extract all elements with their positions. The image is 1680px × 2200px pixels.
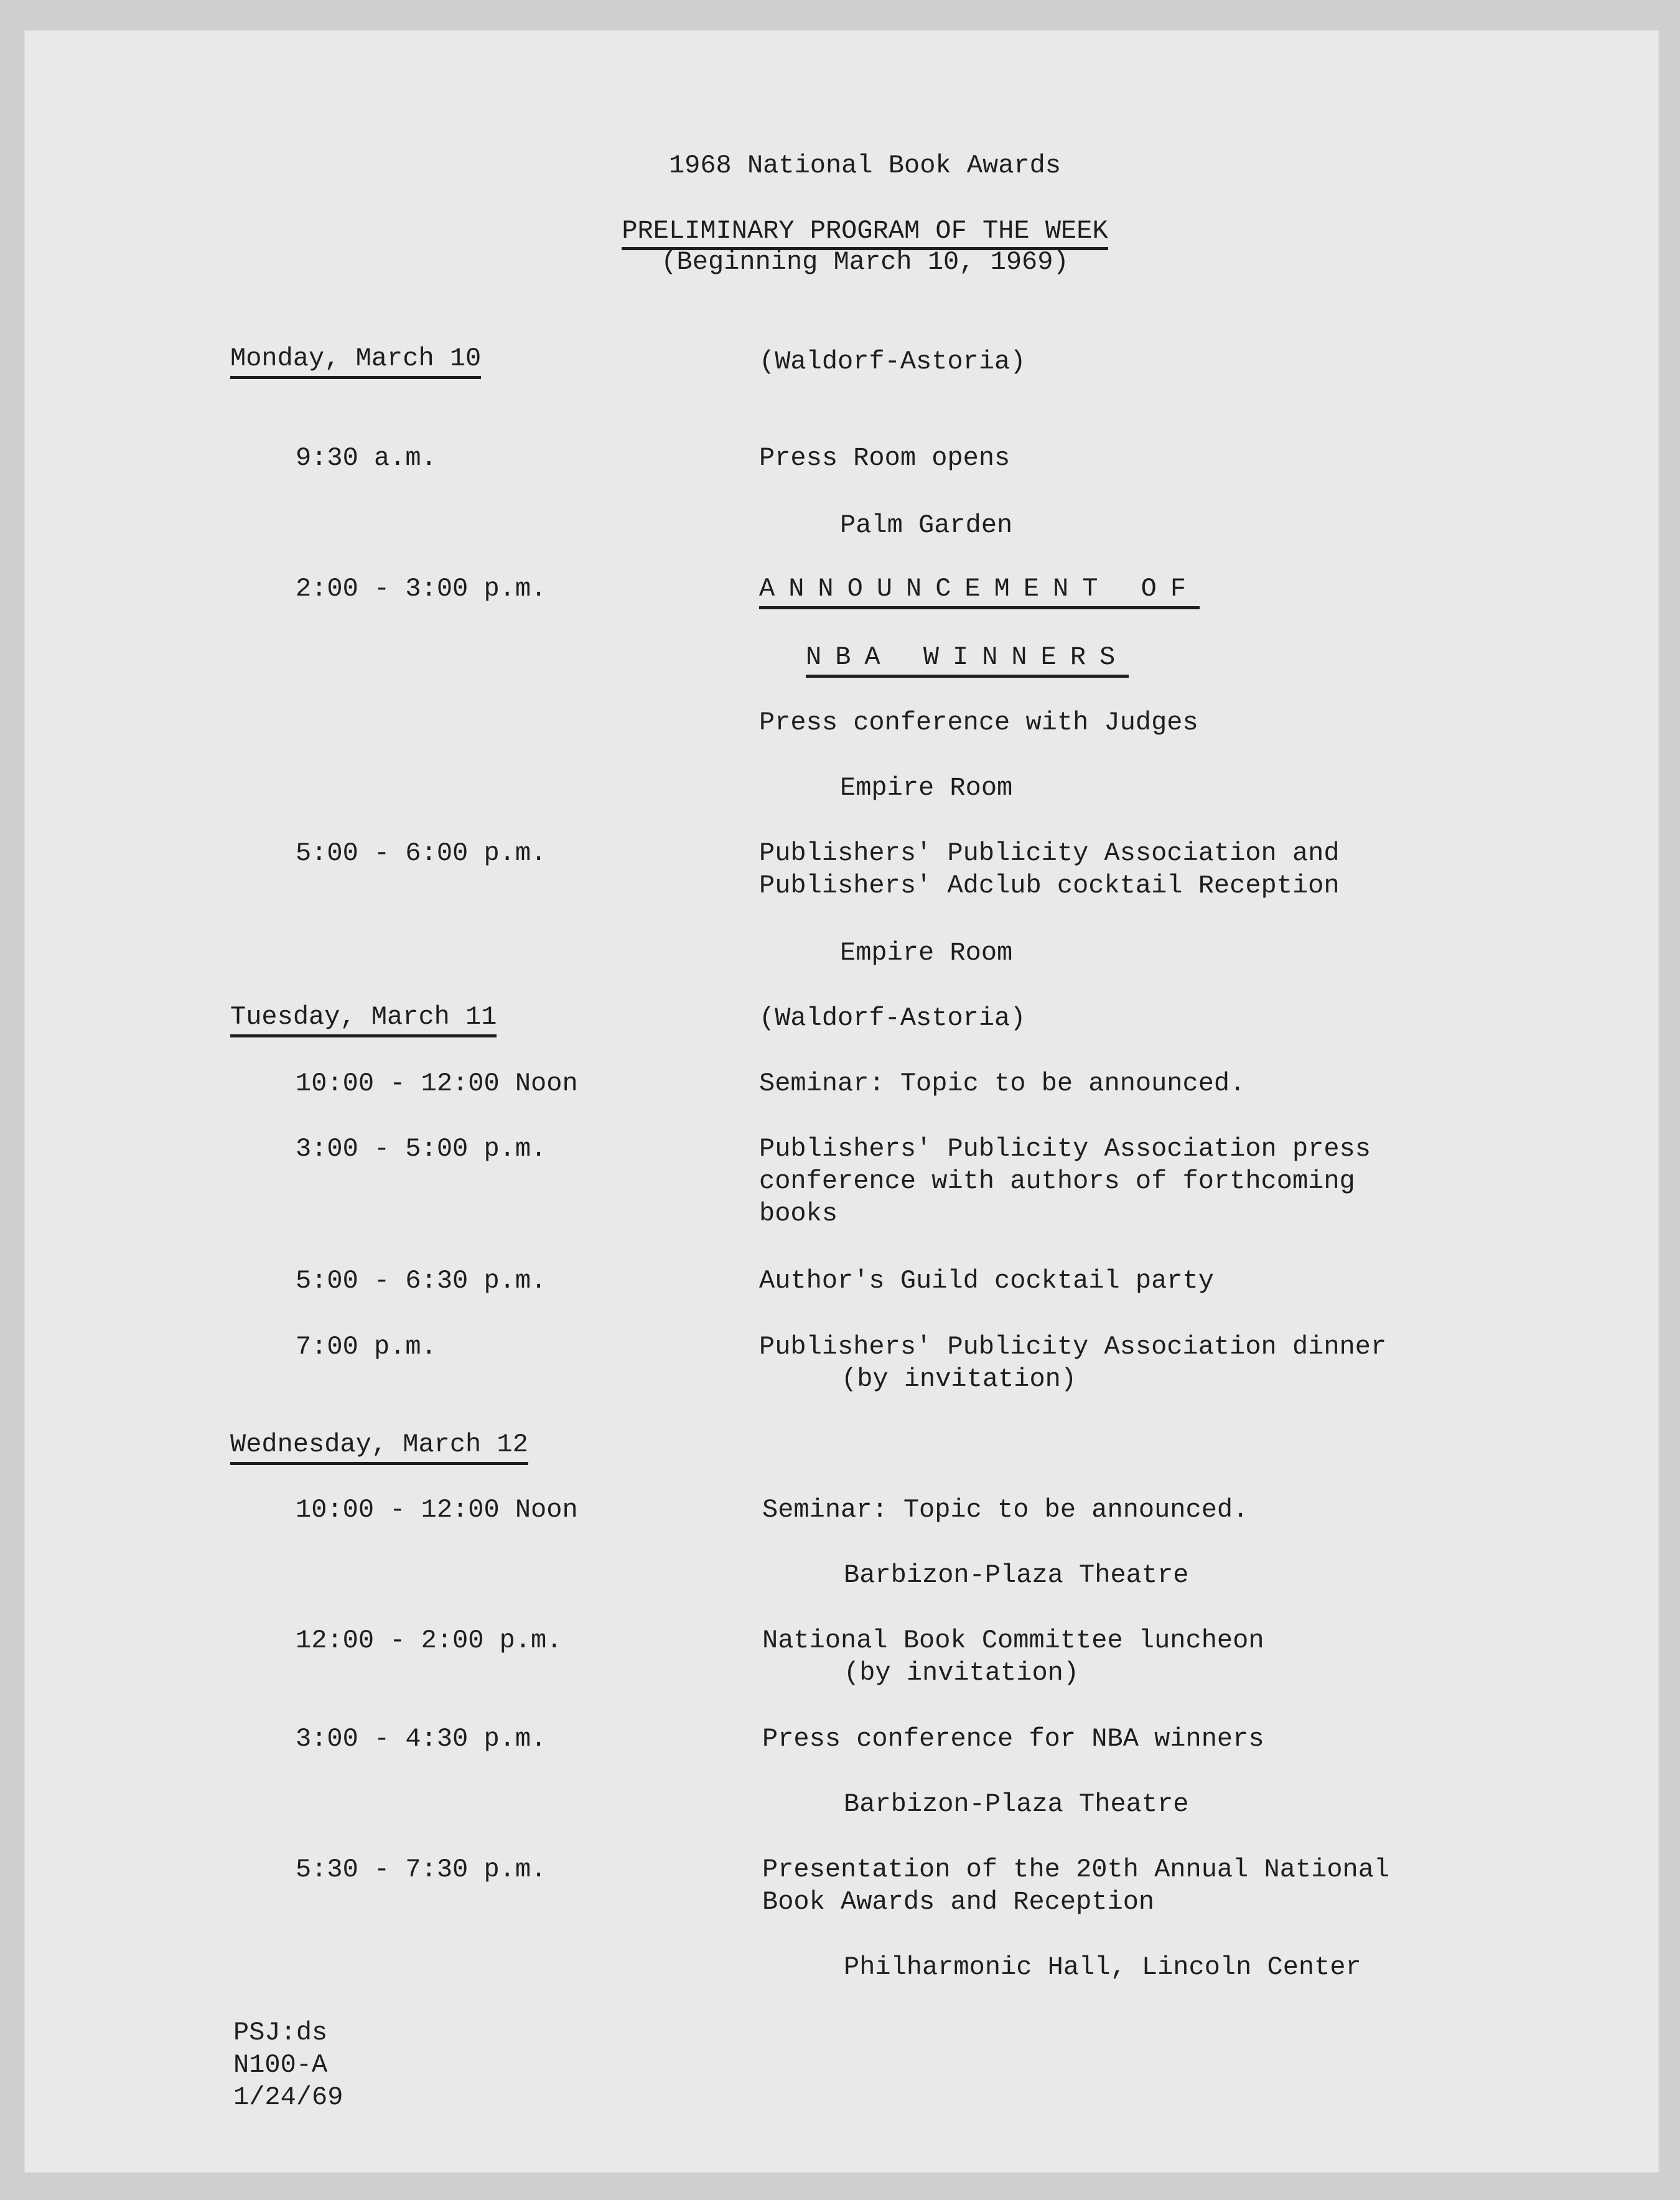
document-page	[25, 31, 1658, 2172]
winners-heading: NBA WINNERS	[806, 641, 1129, 678]
event-text: Presentation of the 20th Annual National	[762, 1855, 1390, 1884]
event-time: 10:00 - 12:00 Noon	[296, 1069, 578, 1098]
event-location: Barbizon-Plaza Theatre	[844, 1560, 1189, 1590]
day-heading-monday: Monday, March 10	[230, 342, 481, 379]
event-time: 5:00 - 6:00 p.m.	[296, 838, 547, 868]
date-line: (Beginning March 10, 1969)	[661, 247, 1069, 277]
event-location: Empire Room	[840, 938, 1013, 968]
event-text: books	[759, 1199, 838, 1229]
document-title: 1968 National Book Awards	[668, 151, 1062, 180]
event-time: 5:30 - 7:30 p.m.	[296, 1855, 547, 1884]
event-text: conference with authors of forthcoming	[759, 1166, 1355, 1196]
subtitle-text: PRELIMINARY PROGRAM OF THE WEEK	[622, 216, 1108, 250]
venue-monday: (Waldorf-Astoria)	[759, 347, 1026, 377]
event-time: 7:00 p.m.	[296, 1332, 437, 1362]
footer-initials: PSJ:ds	[233, 2018, 328, 2048]
event-location: Barbizon-Plaza Theatre	[844, 1789, 1189, 1819]
day-heading-wednesday: Wednesday, March 12	[230, 1428, 528, 1465]
event-time: 3:00 - 5:00 p.m.	[296, 1134, 547, 1164]
event-location: Palm Garden	[840, 510, 1013, 540]
event-text: Publishers' Adclub cocktail Reception	[759, 871, 1340, 901]
venue-tuesday: (Waldorf-Astoria)	[759, 1003, 1026, 1033]
announcement-heading: ANNOUNCEMENT OF	[759, 573, 1200, 609]
event-text: Publishers' Publicity Association press	[759, 1134, 1371, 1164]
event-text: Press conference for NBA winners	[762, 1724, 1264, 1754]
event-text: Author's Guild cocktail party	[759, 1266, 1214, 1296]
event-text: Seminar: Topic to be announced.	[759, 1069, 1246, 1098]
day-heading-tuesday: Tuesday, March 11	[230, 1001, 497, 1037]
event-text: (by invitation)	[841, 1364, 1077, 1394]
event-time: 9:30 a.m.	[296, 443, 437, 473]
event-time: 2:00 - 3:00 p.m.	[296, 574, 547, 604]
event-time: 5:00 - 6:30 p.m.	[296, 1266, 547, 1296]
event-text: (by invitation)	[844, 1658, 1080, 1688]
event-text: Book Awards and Reception	[762, 1887, 1155, 1917]
document-subtitle	[25, 215, 1680, 247]
footer-date: 1/24/69	[233, 2082, 343, 2112]
event-time: 3:00 - 4:30 p.m.	[296, 1724, 547, 1754]
event-location: Empire Room	[840, 773, 1013, 803]
event-time: 12:00 - 2:00 p.m.	[296, 1626, 562, 1655]
event-text: Publishers' Publicity Association dinner	[759, 1332, 1387, 1362]
event-text: National Book Committee luncheon	[762, 1626, 1264, 1655]
footer-code: N100-A	[233, 2050, 328, 2080]
event-text: Seminar: Topic to be announced.	[762, 1495, 1249, 1525]
event-text: Press conference with Judges	[759, 708, 1198, 737]
event-text: Publishers' Publicity Association and	[759, 838, 1340, 868]
event-time: 10:00 - 12:00 Noon	[296, 1495, 578, 1525]
event-text: Press Room opens	[759, 443, 1010, 473]
event-location: Philharmonic Hall, Lincoln Center	[844, 1952, 1361, 1982]
